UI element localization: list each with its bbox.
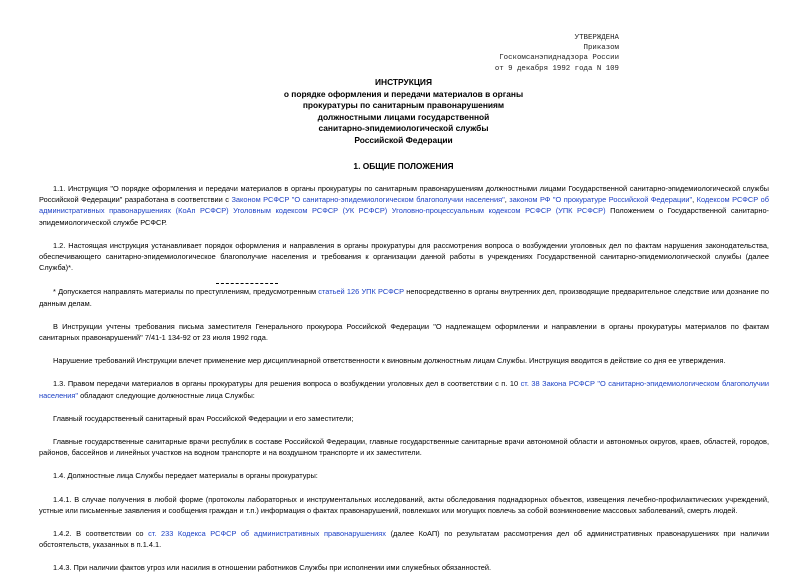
text-run: * Допускается направлять материалы по преступлениям, предусмотренным <box>53 287 319 297</box>
approval-line: Приказом <box>583 44 619 53</box>
paragraph-chief-doctor: Главный государственный санитарный врач Российской Федерации и его заместители; <box>53 413 354 423</box>
paragraph-1-2: 1.2. Настоящая инструкция устанавливает порядок оформления и направления в органы прокуратуры для рассмотрения вопроса о возбуждении уголовных дел по фактам нарушения законодательства, обеспечивающего санитарно-эпидемиологическое благополучие населения и требования к организации данной работы в учреждениях Государственной санитарно-эпидемиологической службы (далее Служба)*. <box>39 240 769 273</box>
approval-line: от 9 декабря 1992 года N 109 <box>494 64 619 73</box>
paragraph-chief-doctors: Главные государственные санитарные врачи республик в составе Российской Федерации, главные государственные санитарные врачи автономной области и автономных округов, краев, областей, городов, районов, бассейнов и линейных участков на водном транспорте и на воздушном транспорте и их заместители. <box>39 437 769 458</box>
law-link-koap[interactable]: Кодексом РСФСР об административных правонарушениях (КоАп РСФСР) <box>39 195 769 216</box>
document-body <box>39 183 769 586</box>
approval-line: Госкомсанэпиднадзора России <box>499 54 619 63</box>
law-link-upk-126[interactable]: статьей 126 УПК РСФСР <box>318 287 405 297</box>
title-line: о порядке оформления и передачи материалов в органы <box>283 88 524 99</box>
law-link-art-38[interactable]: ст. 38 Закона РСФСР "О санитарно-эпидемиологическом благополучии населения" <box>39 379 770 400</box>
law-link-sanitary[interactable]: Законом РСФСР "О санитарно-эпидемиологическом благополучии населения" <box>231 195 505 205</box>
footnote-divider <box>216 274 278 284</box>
paragraph-1-3 <box>39 378 769 400</box>
paragraph-1-4-2 <box>39 528 769 550</box>
title-line: прокуратуры по санитарным правонарушениям <box>302 100 505 111</box>
paragraph-1-4-3: 1.4.3. При наличии фактов угроз или насилия в отношении работников Службы при исполнении ими служебных обязанностей. <box>53 563 492 573</box>
title-line: санитарно-эпидемиологической службы <box>318 123 489 134</box>
paragraph-1-4-1: 1.4.1. В случае получения в любой форме (протоколы лабораторных и инструментальных исследований, акты обследования поднадзорных объектов, извещения лечебно-профилактических учреждений, устные или письменные заявления и сообщения граждан и т.п.) информация о фактах правонарушений, повлекших или могущих повлечь за собой возникновение массовых заболеваний, смерть людей. <box>39 494 769 515</box>
text-run: (далее КоАП) по результатам рассмотрения дел об административных правонарушениях при наличии обстоятельств, указанных в п.1.4.1. <box>39 529 769 550</box>
text-run: , <box>504 195 510 205</box>
title-line: ИНСТРУКЦИЯ <box>375 77 432 87</box>
title-line: Российской Федерации <box>354 134 453 145</box>
approval-line: УТВЕРЖДЕНА <box>574 34 619 42</box>
paragraph-letter: В Инструкции учтены требования письма заместителя Генерального прокурора Российской Федерации "О надлежащем оформлении и направлении в органы прокуратуры материалов по фактам санитарных правонарушений" 7/41-1 134-92 от 23 июля 1992 года. <box>39 321 769 343</box>
paragraph-violation: Нарушение требований Инструкции влечет применение мер дисциплинарной ответственности к виновным должностным лицам Службы. Инструкция вводится в действие со дня ее утверждения. <box>53 356 726 366</box>
text-run: обладают следующие должностные лица Службы: <box>78 390 255 400</box>
text-run: непосредственно в органы внутренних дел, производящие предварительное следствие или дознание по данным делам. <box>39 287 769 308</box>
document-title <box>0 77 807 147</box>
text-run: 1.4.2. В соответствии со <box>53 529 149 539</box>
text-run: 1.1. Инструкция "О порядке оформления и передачи материалов в органы прокуратуры по санитарным правонарушениям должностными лицами Государственной санитарно-эпидемиологической службы Российской Федерации" разработана в соответствии с <box>39 184 769 205</box>
law-link-upk[interactable]: Уголовно-процессуальным кодексом РСФСР (УПК РСФСР) <box>391 206 606 216</box>
law-link-art-233[interactable]: ст. 233 Кодекса РСФСР об административных правонарушениях <box>148 529 386 539</box>
text-run: , <box>692 195 697 205</box>
approval-stamp <box>495 33 619 74</box>
title-line: должностными лицами государственной <box>317 111 490 122</box>
law-link-uk[interactable]: Уголовным кодексом РСФСР (УК РСФСР) <box>233 206 388 216</box>
footnote <box>39 286 769 308</box>
law-link-prosecution[interactable]: законом РФ "О прокуратуре Российской Федерации" <box>509 195 693 205</box>
paragraph-1-1 <box>39 183 769 228</box>
text-run: Положением о Государственной санитарно-эпидемиологической службе РСФСР. <box>39 206 770 227</box>
paragraph-1-4: 1.4. Должностные лица Службы передает материалы в органы прокуратуры: <box>53 471 318 481</box>
text-run: 1.3. Правом передачи материалов в органы прокуратуры для решения вопроса о возбуждении уголовных дел в соответствии с п. 10 <box>53 379 521 389</box>
section-heading: 1. ОБЩИЕ ПОЛОЖЕНИЯ <box>353 161 454 171</box>
